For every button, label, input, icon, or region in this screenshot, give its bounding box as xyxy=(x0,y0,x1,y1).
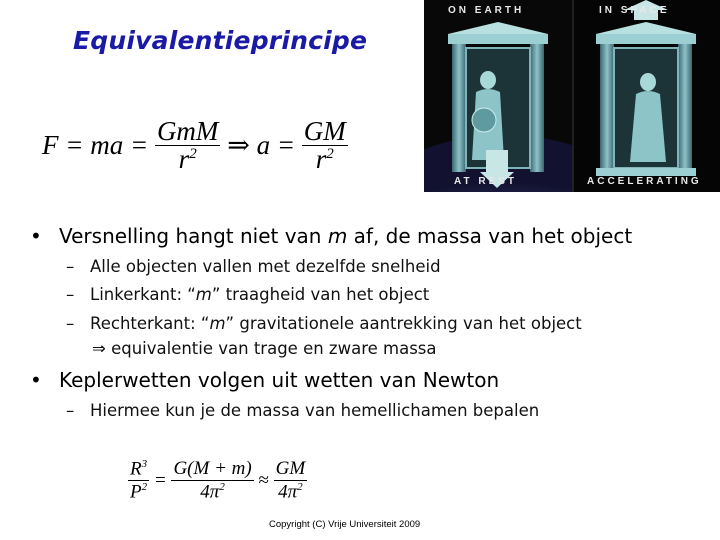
bullet-variable: m xyxy=(327,224,348,248)
sub-bullet-dash: – xyxy=(66,314,75,333)
label-accelerating: ACCELERATING xyxy=(587,176,702,187)
label-at-rest: AT REST xyxy=(454,176,518,187)
sub-bullet-text-continued: ” gravitationele aantrekking van het object xyxy=(225,314,582,333)
bullet-text: Keplerwetten volgen uit wetten van Newton xyxy=(59,368,500,392)
sub-bullet-variable: m xyxy=(195,285,212,304)
sub-bullet-text: Rechterkant: “ xyxy=(90,314,210,333)
kepler-equation: $\frac{R^3}{P^2}$ = $\frac{G(M + m)}{4\pi^2}$ ≈ $\frac{GM}{4\pi^2}$ xyxy=(130,458,306,503)
bullet-text: Versnelling hangt niet van xyxy=(59,224,328,248)
label-in-space: IN SPACE xyxy=(599,5,670,16)
bullet-dot: • xyxy=(30,368,42,392)
sub-bullet-text: Linkerkant: “ xyxy=(90,285,196,304)
sub-bullet-text: Hiermee kun je de massa van hemellichamen bepalen xyxy=(90,401,540,420)
gravity-equation: F = ma = $\frac{\text{GmM}}{r^2}$ ⇒ a = $\frac{GM}{r^2}$ xyxy=(42,116,346,174)
sub-bullet-text: Alle objecten vallen met dezelfde snelheid xyxy=(90,257,441,276)
slide-title: Equivalentieprincipe xyxy=(73,26,368,55)
sub-bullet-dash: – xyxy=(66,401,75,420)
implies-symbol: ⇒ xyxy=(92,339,106,358)
sub-bullet-dash: – xyxy=(66,285,75,304)
sub-bullet-dash: – xyxy=(66,257,75,276)
einstein-elevator-image xyxy=(424,0,720,192)
bullet-text-continued: af, de massa van het object xyxy=(347,224,633,248)
copyright-footer: Copyright (C) Vrije Universiteit 2009 xyxy=(269,519,421,530)
sub-bullet-text-continued: ” traagheid van het object xyxy=(211,285,430,304)
sub-bullet-text-line2: equivalentie van trage en zware massa xyxy=(105,339,437,358)
label-on-earth: ON EARTH xyxy=(448,5,525,16)
bullet-dot: • xyxy=(30,224,42,248)
sub-bullet-variable: m xyxy=(209,314,226,333)
